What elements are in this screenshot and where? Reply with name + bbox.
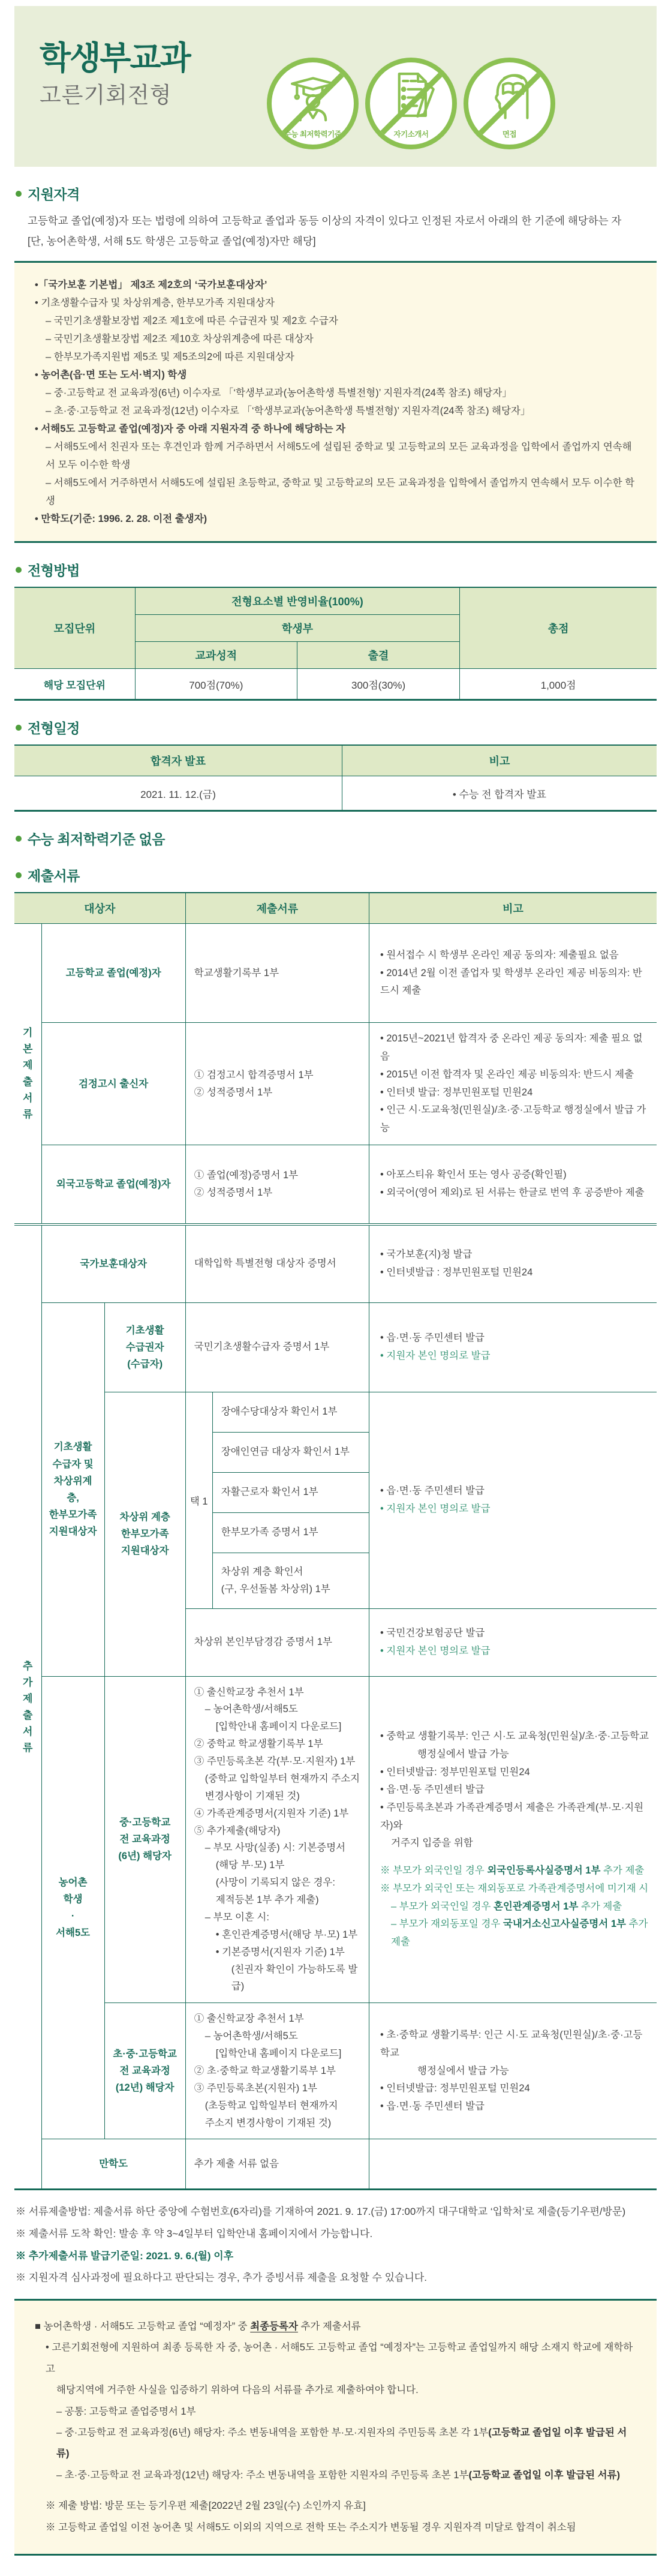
text-line: ※ 부모가 외국인일 경우 외국인등록사실증명서 1부 추가 제출 <box>380 1865 645 1877</box>
text-line: •「국가보훈 기본법」 제3조 제2호의 ‘국가보훈대상자’ <box>35 280 267 291</box>
text-line: • 외국어(영어 제외)로 된 서류는 한글로 번역 후 공증받아 제출 <box>380 1187 645 1198</box>
text-line: • 지원자 본인 명의로 발급 <box>380 1645 491 1656</box>
text-line: ② 성적증명서 1부 <box>194 1187 273 1198</box>
target-cell: 국가보훈대상자 <box>41 1224 185 1303</box>
text-line: • 기초생활수급자 및 차상위계층, 한부모가족 지원대상자 <box>35 298 275 309</box>
text-line: 장애수당대상자 확인서 1부 <box>221 1406 338 1418</box>
text-line: • 2014년 2월 이전 졸업자 및 학생부 온라인 제공 비동의자: 반드시 제출 <box>380 967 642 996</box>
text-line: ※ 추가제출서류 발급기준일: 2021. 9. 6.(월) 이후 <box>16 2250 234 2262</box>
table-row-foreign-hs <box>14 1145 657 1224</box>
note-cell <box>369 1224 657 1303</box>
note-cell <box>369 1608 657 1676</box>
method-subject-score-cell: 700점(70%) <box>135 669 297 700</box>
target-cell <box>104 1676 185 2003</box>
docs-cell <box>185 2139 369 2190</box>
table-row-second-lowest-option <box>14 1392 657 1432</box>
method-header-record: 학생부 <box>135 615 460 642</box>
text-line: · <box>71 1911 75 1922</box>
text-line: – 공통: 고등학교 졸업증명서 1부 <box>56 2406 196 2417</box>
note-cell <box>369 2003 657 2139</box>
schedule-note: • 수능 전 합격자 발표 <box>342 776 657 811</box>
text-line: – 농어촌학생/서해5도 <box>204 2031 298 2042</box>
text-line: 전 교육과정 <box>119 1834 170 1845</box>
option-cell <box>212 1432 369 1472</box>
method-total-score-cell: 1,000점 <box>460 669 657 700</box>
docs-cell <box>185 1676 369 2003</box>
method-header-unit: 모집단위 <box>14 587 135 669</box>
docs-cell <box>185 1608 369 1676</box>
option-cell <box>212 1472 369 1512</box>
text-line: • 지원자 본인 명의로 발급 <box>380 1350 491 1361</box>
text-line: (6년) 해당자 <box>118 1851 171 1862</box>
text-line: ① 졸업(예정)증명서 1부 <box>194 1169 299 1181</box>
text-line: ⑤ 추가제출(해당자) <box>194 1825 281 1836</box>
text-line: • 국가보훈(지)청 발급 <box>380 1248 473 1260</box>
text-line: • 주민등록초본과 가족관계증명서 제출은 가족관계(부·모·지원자)와 <box>380 1802 644 1831</box>
note-cell <box>369 1023 657 1145</box>
text-line: 행정실에서 발급 가능 <box>417 1749 509 1760</box>
target-cell: 고등학교 졸업(예정)자 <box>41 924 185 1023</box>
text-line: ② 초·중학교 학교생활기록부 1부 <box>194 2065 336 2076</box>
table-row-hs-graduate <box>14 924 657 1023</box>
text-line: [입학안내 홈페이지 다운로드] <box>215 1721 342 1733</box>
bullet-dot-icon <box>16 725 22 731</box>
documents-header-note: 비고 <box>369 893 657 924</box>
schedule-table <box>14 744 657 812</box>
text-line: • 원서접수 시 학생부 온라인 제공 동의자: 제출필요 없음 <box>380 949 619 960</box>
text-line <box>35 2486 636 2496</box>
documents-header-docs: 제출서류 <box>185 893 369 924</box>
text-line: • 2015년~2021년 합격자 중 온라인 제공 동의자: 제출 필요 없음 <box>380 1033 643 1062</box>
text-line: – 중·고등학교 전 교육과정(6년) 해당자: 주소 변동내역을 포함한 부·모·지원자의 주민등록 초본 각 1부(고등학교 졸업일 이후 발급된 서류) <box>56 2427 627 2460</box>
text-line: 기본 <box>23 1026 33 1055</box>
schedule-announcement-date: 2021. 11. 12.(금) <box>14 776 342 811</box>
target-cell: 만학도 <box>41 2139 185 2190</box>
table-row-rural-12yr <box>14 2003 657 2139</box>
text-line: – 국민기초생활보장법 제2조 제1호에 따른 수급권자 및 제2호 수급자 <box>46 316 338 327</box>
text-line: ① 출신학교장 추천서 1부 <box>194 1686 304 1698</box>
text-line: • 서해5도 고등학교 졸업(예정)자 중 아래 지원자격 중 하나에 해당하는 자 <box>35 424 346 435</box>
eligibility-intro <box>14 211 657 251</box>
target-cell <box>104 1392 185 1676</box>
text-line: 한부모가족 <box>121 1529 169 1540</box>
text-line: – 초·중·고등학교 전 교육과정(12년) 해당자: 주소 변동내역을 포함한 지원자의 주민등록 초본 1부(고등학교 졸업일 이후 발급된 서류) <box>56 2469 620 2481</box>
method-table <box>14 587 657 701</box>
text-line: ※ 고등학교 졸업일 이전 농어촌 및 서해5도 이외의 지역으로 전학 또는 주소지가 변동될 경우 지원자격 미달로 합격이 취소됨 <box>46 2521 576 2533</box>
text-line: (친권자 확인이 가능하도록 발급) <box>231 1963 358 1992</box>
text-line: 장애인연금 대상자 확인서 1부 <box>221 1446 350 1458</box>
badge-no-self-introduction <box>365 58 457 149</box>
text-line: – 서해5도에서 친권자 또는 후견인과 함께 거주하면서 서해5도에 설립된 중학교 및 고등학교의 모든 교육과정을 입학에서 졸업까지 연속해서 모두 이수한 학생 <box>46 442 632 471</box>
text-line: 지원대상자 <box>49 1526 97 1537</box>
table-row-mature-student <box>14 2139 657 2190</box>
text-line: • 인터넷발급: 정부민원포털 민원24 <box>380 2083 530 2094</box>
text-line: 제적등본 1부 추가 제출) <box>215 1895 319 1906</box>
option-cell <box>212 1553 369 1608</box>
method-header-total: 총점 <box>460 587 657 669</box>
text-line: – 부모 사망(실종) 시: 기본증명서 <box>204 1842 346 1854</box>
text-line: 중·고등학교 <box>119 1817 171 1829</box>
section-heading-no-minimum <box>16 828 657 848</box>
text-line: 제출 <box>23 1693 33 1721</box>
option-cell <box>212 1512 369 1553</box>
text-line: ③ 주민등록초본 각(부·모·지원자) 1부 <box>194 1756 356 1767</box>
text-line: ※ 제출서류 도착 확인: 발송 후 약 3~4일부터 입학안내 홈페이지에서 가능합니다. <box>16 2228 373 2240</box>
text-line: 자활근로자 확인서 1부 <box>221 1487 318 1498</box>
target-group-cell <box>41 1676 104 2139</box>
table-row-rural-6yr <box>14 1676 657 2003</box>
section-title: 수능 최저학력기준 없음 <box>28 831 165 848</box>
text-line: (사망이 기록되지 않은 경우: <box>215 1877 335 1889</box>
text-line: • 읍·면·동 주민센터 발급 <box>380 1485 485 1496</box>
text-line: 수급권자 <box>125 1341 164 1353</box>
text-line: (수급자) <box>127 1358 163 1370</box>
text-line: 한부모가족 <box>49 1509 97 1520</box>
text-line: • 만학도(기준: 1996. 2. 28. 이전 출생자) <box>35 514 207 525</box>
text-line: 학교생활기록부 1부 <box>194 968 279 979</box>
text-line: 지원대상자 <box>121 1545 169 1557</box>
method-unit-cell: 해당 모집단위 <box>14 669 135 700</box>
text-line: 변경사항이 기재된 것) <box>204 1790 300 1802</box>
docs-cell <box>185 1145 369 1224</box>
text-line: • 지원자 본인 명의로 발급 <box>380 1503 491 1514</box>
text-line: 서류 <box>23 1725 33 1754</box>
section-title: 지원자격 <box>28 187 80 202</box>
text-line: • 기본증명서(지원자 기준) 1부 <box>215 1946 345 1957</box>
text-line: – 중·고등학교 전 교육과정(6년) 이수자로 「‘학생부교과(농어촌학생 특별전형)’ 지원자격(24쪽 참조) 해당자」 <box>46 388 512 399</box>
text-line: – 농어촌학생/서해5도 <box>204 1704 298 1715</box>
schedule-header-note: 비고 <box>342 745 657 776</box>
section-heading-schedule <box>16 717 657 737</box>
text-line: ※ 지원자격 심사과정에 필요하다고 판단되는 경우, 추가 증빙서류 제출을 요청할 수 있습니다. <box>16 2272 428 2284</box>
text-line: 한부모가족 증명서 1부 <box>221 1527 318 1538</box>
text-line: • 인근 시·도교육청(민원실)/초·중·고등학교 행정실에서 발급 가능 <box>380 1104 646 1133</box>
section-title: 전형방법 <box>28 563 80 579</box>
text-line: 농어촌 <box>58 1877 88 1888</box>
text-line: • 읍·면·동 주민센터 발급 <box>380 1784 485 1796</box>
text-line: • 인터넷발급: 정부민원포털 민원24 <box>380 1766 530 1778</box>
submission-notes <box>14 2201 657 2289</box>
badge-label: 수능 최저학력기준 <box>284 130 342 139</box>
text-line: – 초·중·고등학교 전 교육과정(12년) 이수자로 「‘학생부교과(농어촌학생 특별전형)’ 지원자격(24쪽 참조) 해당자」 <box>46 406 531 417</box>
text-line: (구, 우선돌봄 차상위) 1부 <box>221 1583 330 1595</box>
badge-label: 면접 <box>502 130 517 139</box>
text-line: 행정실에서 발급 가능 <box>417 2065 509 2076</box>
badge-no-interview <box>464 58 555 149</box>
text-line: (중학교 입학일부터 현재까지 주소지 <box>204 1773 360 1784</box>
text-line: – 한부모가족지원법 제5조 및 제5조의2에 따른 지원대상자 <box>46 352 294 363</box>
docs-cell <box>185 924 369 1023</box>
table-row-basic-livelihood <box>14 1302 657 1392</box>
docs-cell <box>185 1224 369 1303</box>
table-row-national-merit <box>14 1224 657 1303</box>
text-line: 거주지 입증을 위함 <box>391 1838 473 1849</box>
badge-no-csat-minimum <box>267 58 359 149</box>
text-line: • 읍·면·동 주민센터 발급 <box>380 2100 485 2112</box>
bullet-dot-icon <box>16 191 22 197</box>
text-line: – 부모 이혼 시: <box>204 1911 269 1923</box>
table-row-ged <box>14 1023 657 1145</box>
text-line: – 서해5도에서 거주하면서 서해5도에 설립된 초등학교, 중학교 및 고등학교의 모든 교육과정을 입학에서 졸업까지 연속해서 모두 이수한 학생 <box>46 478 635 507</box>
text-line <box>380 1853 651 1862</box>
text-line: • 인터넷 발급: 정부민원포털 민원24 <box>380 1086 533 1098</box>
text-line: 차상위계층, <box>53 1475 92 1503</box>
method-header-ratio: 전형요소별 반영비율(100%) <box>135 587 460 615</box>
text-line: 추가 <box>23 1660 33 1689</box>
target-cell: 검정고시 출신자 <box>41 1023 185 1145</box>
text-line: 추가 제출 서류 없음 <box>194 2158 279 2170</box>
text-line: ※ 부모가 외국인 또는 재외동포로 가족관계증명서에 미기재 시 <box>380 1883 649 1894</box>
text-line: ■ 농어촌학생 · 서해5도 고등학교 졸업 “예정자” 중 최종등록자 추가 제출서류 <box>35 2320 361 2332</box>
text-line: • 혼인관계증명서(해당 부·모) 1부 <box>215 1929 358 1940</box>
note-cell <box>369 1145 657 1224</box>
section-heading-documents <box>16 865 657 885</box>
text-line: 전 교육과정 <box>119 2065 170 2077</box>
section-heading-method <box>16 560 657 580</box>
text-line: 해당지역에 거주한 사실을 입증하기 위하여 다음의 서류를 추가로 제출하여야 합니다. <box>56 2385 419 2396</box>
text-line: 초·중·고등학교 <box>113 2049 177 2060</box>
section-heading-eligibility <box>16 184 657 203</box>
text-line: 차상위 본인부담경감 증명서 1부 <box>194 1637 332 1648</box>
text-line: 서류 <box>23 1092 33 1120</box>
section-title: 제출서류 <box>28 868 80 884</box>
badge-label: 자기소개서 <box>393 130 429 139</box>
docs-cell <box>185 1023 369 1145</box>
page-subtitle: 고른기회전형 <box>40 83 172 107</box>
text-line: 학생 <box>63 1893 83 1905</box>
group-label-basic <box>14 924 41 1224</box>
text-line: • 국민건강보험공단 발급 <box>380 1627 485 1638</box>
method-header-subject: 교과성적 <box>135 642 297 669</box>
note-cell <box>369 924 657 1023</box>
docs-cell <box>185 1302 369 1392</box>
schedule-header-announcement: 합격자 발표 <box>14 745 342 776</box>
final-registrant-box <box>14 2299 657 2556</box>
text-line: 기초생활 <box>125 1325 164 1336</box>
text-line: ④ 가족관계증명서(지원자 기준) 1부 <box>194 1808 349 1819</box>
text-line: – 부모가 재외동포일 경우 국내거소신고사실증명서 1부 추가 제출 <box>391 1919 648 1947</box>
docs-cell <box>185 2003 369 2139</box>
text-line: [단, 농어촌학생, 서해 5도 학생은 고등학교 졸업(예정)자만 해당] <box>28 235 316 248</box>
prohibited-badges <box>267 58 555 149</box>
method-attendance-score-cell: 300점(30%) <box>297 669 459 700</box>
text-line: 차상위 계층 확인서 <box>221 1566 303 1577</box>
text-line: (12년) 해당자 <box>115 2082 174 2094</box>
text-line: • 인터넷발급 : 정부민원포털 민원24 <box>380 1266 533 1278</box>
text-line: • 읍·면·동 주민센터 발급 <box>380 1332 485 1343</box>
text-line: • 아포스티유 확인서 또는 영사 공증(확인필) <box>380 1169 567 1180</box>
option-cell <box>212 1392 369 1432</box>
text-line: – 부모가 외국인일 경우 혼인관계증명서 1부 추가 제출 <box>391 1901 622 1912</box>
hero-banner <box>14 6 657 167</box>
group-label-extra <box>14 1224 41 2190</box>
text-line: (해당 부·모) 1부 <box>215 1860 285 1871</box>
text-line: 차상위 계층 <box>119 1512 170 1523</box>
note-cell <box>369 1302 657 1392</box>
text-line: ※ 제출 방법: 방문 또는 등기우편 제출[2022년 2월 23일(수) 소인까지 유효] <box>46 2500 366 2512</box>
text-line: 제출 <box>23 1059 33 1088</box>
text-line: 국민기초생활수급자 증명서 1부 <box>194 1341 330 1353</box>
text-line: 주소지 변경사항이 기재된 것) <box>204 2117 332 2128</box>
note-cell <box>369 1392 657 1608</box>
bullet-dot-icon <box>16 567 22 573</box>
text-line: • 중학교 생활기록부: 인근 시·도 교육청(민원실)/초·중·고등학교 <box>380 1731 649 1742</box>
text-line: 서해5도 <box>56 1928 91 1939</box>
documents-header-target: 대상자 <box>14 893 185 924</box>
text-line: 수급자 및 <box>52 1458 94 1470</box>
page-title: 학생부교과 <box>40 40 190 76</box>
text-line: ※ 서류제출방법: 제출서류 하단 중앙에 수험번호(6자리)를 기재하여 2021. 9. 17.(금) 17:00까지 대구대학교 ‘입학처’로 제출(등기우편/방문) <box>16 2206 626 2218</box>
note-cell <box>369 1676 657 2003</box>
text-line: ① 검정고시 합격증명서 1부 <box>194 1069 314 1080</box>
text-line: • 초·중학교 생활기록부: 인근 시·도 교육청(민원실)/초·중·고등학교 <box>380 2029 643 2058</box>
text-line: 기초생활 <box>53 1442 92 1453</box>
text-line: ① 출신학교장 추천서 1부 <box>194 2013 304 2025</box>
text-line: – 국민기초생활보장법 제2조 제10호 차상위계층에 따른 대상자 <box>46 334 314 345</box>
method-header-attendance: 출결 <box>297 642 459 669</box>
text-line: ② 성적증명서 1부 <box>194 1086 273 1098</box>
text-line: [입학안내 홈페이지 다운로드] <box>215 2048 342 2059</box>
text-line: (초등학교 입학일부터 현재까지 <box>204 2100 338 2111</box>
schedule-row <box>14 776 657 811</box>
documents-table <box>14 892 657 2190</box>
target-cell <box>104 1302 185 1392</box>
text-line: • 농어촌(읍·면 또는 도서·벽지) 학생 <box>35 370 187 381</box>
choose-one-cell: 택 1 <box>185 1392 212 1608</box>
method-row <box>14 669 657 700</box>
bullet-dot-icon <box>16 872 22 878</box>
section-title: 전형일정 <box>28 720 80 737</box>
target-group-cell <box>41 1302 104 1676</box>
text-line: ③ 주민등록초본(지원자) 1부 <box>194 2082 317 2094</box>
text-line: 고등학교 졸업(예정)자 또는 법령에 의하여 고등학교 졸업과 동등 이상의 자격이 있다고 인정된 자로서 아래의 한 기준에 해당하는 자 <box>28 215 622 227</box>
note-cell <box>369 2139 657 2190</box>
eligibility-criteria-box <box>14 261 657 543</box>
text-line: 대학입학 특별전형 대상자 증명서 <box>194 1258 336 1269</box>
text-line: • 고른기회전형에 지원하여 최종 등록한 자 중, 농어촌 · 서해5도 고등학교 졸업 “예정자”는 고등학교 졸업일까지 해당 소재지 학교에 재학하고 <box>46 2342 633 2374</box>
target-cell: 외국고등학교 졸업(예정)자 <box>41 1145 185 1224</box>
text-line: • 2015년 이전 합격자 및 온라인 제공 비동의자: 반드시 제출 <box>380 1068 634 1080</box>
target-cell <box>104 2003 185 2139</box>
text-line: ② 중학교 학교생활기록부 1부 <box>194 1739 323 1750</box>
bullet-dot-icon <box>16 836 22 842</box>
